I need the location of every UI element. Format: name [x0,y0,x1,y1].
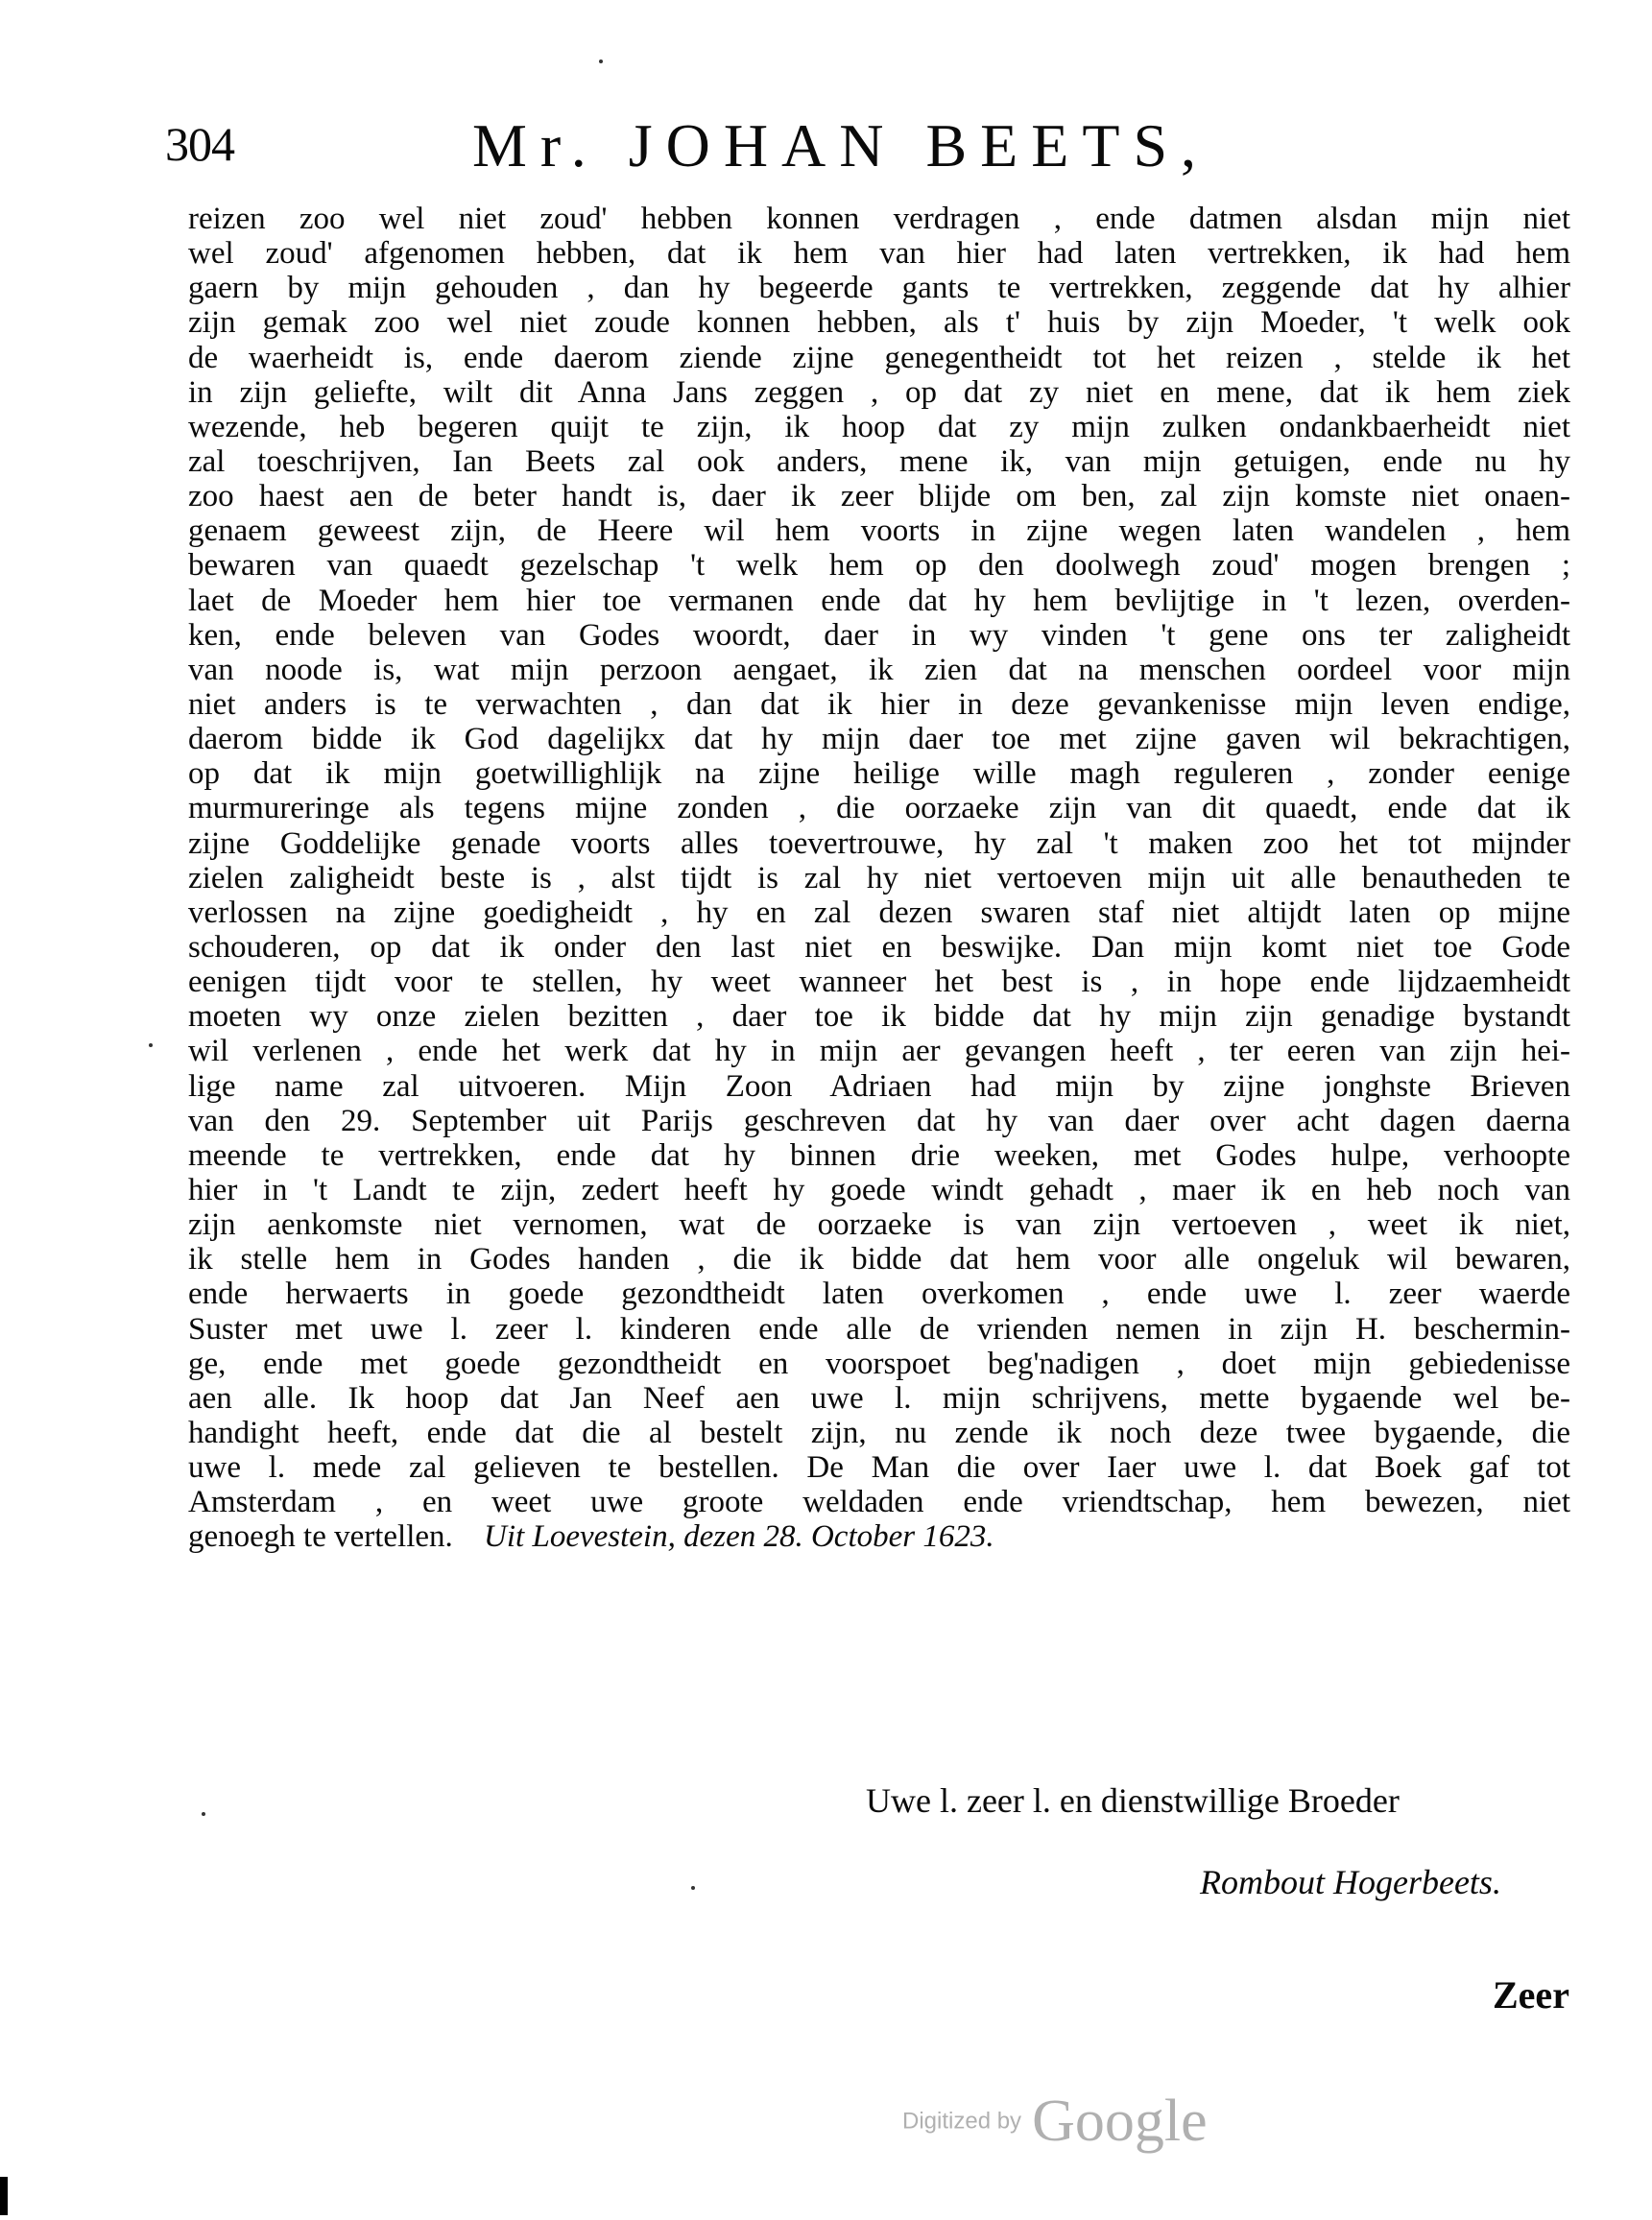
letter-body [188,202,1570,1554]
text-line: meende te vertrekken, ende dat hy binnen drie weeken, met Godes hulpe, verhoopte [188,1137,1570,1173]
text-line: ken, ende beleven van Godes woordt, daer in wy vinden 't gene ons ter zaligheidt [188,617,1570,653]
text-line: laet de Moeder hem hier toe vermanen ende dat hy hem bevlijtige in 't lezen, overden- [188,583,1570,618]
page-edge-mark [0,2177,8,2215]
text-line: bewaren van quaedt gezelschap 't welk hem op den doolwegh zoud' mogen brengen ; [188,548,1570,584]
text-line: zal toeschrijven, Ian Beets zal ook anders, mene ik, van mijn getuigen, ende nu hy [188,443,1570,479]
text-line: zijne Goddelijke genade voorts alles toevertrouwe, hy zal 't maken zoo het tot mijnder [188,825,1570,861]
text-line: niet anders is te verwachten , dan dat ik hier in deze gevankenisse mijn leven endige, [188,686,1570,722]
text-line: ik stelle hem in Godes handen , die ik bidde dat hem voor alle ongeluk wil bewaren, [188,1242,1570,1277]
text-line: Amsterdam , en weet uwe groote weldaden ende vriendtschap, hem bewezen, niet [188,1485,1570,1520]
text-line: van den 29. September uit Parijs geschreven dat hy van daer over acht dagen daerna [188,1103,1570,1138]
digitized-watermark [902,2088,1208,2156]
text-line: genaem geweest zijn, de Heere wil hem voorts in zijne wegen laten wandelen , hem [188,513,1570,549]
ink-speck [599,60,603,63]
watermark-brand: Google [1032,2089,1208,2154]
text-line: wil verlenen , ende het werk dat hy in mijn aer gevangen heeft , ter eeren van zijn hei- [188,1034,1570,1069]
text-line: zijn aenkomste niet vernomen, wat de oorzaeke is van zijn vertoeven , weet ik niet, [188,1207,1570,1243]
text-line: aen alle. Ik hoop dat Jan Neef aen uwe l. mijn schrijvens, mette bygaende wel be- [188,1380,1570,1416]
signature: Rombout Hogerbeets. [1200,1863,1501,1901]
text-line: murmureringe als tegens mijne zonden , die oorzaeke zijn van dit quaedt, ende dat ik [188,791,1570,826]
text-line: moeten wy onze zielen bezitten , daer toe ik bidde dat hy mijn zijn genadige bystandt [188,999,1570,1035]
page-number: 304 [165,117,234,171]
text-line: ende herwaerts in goede gezondtheidt laten overkomen , ende uwe l. zeer waerde [188,1277,1570,1312]
page-header [165,110,1269,197]
text-line: Suster met uwe l. zeer l. kinderen ende alle de vrienden nemen in zijn H. beschermin- [188,1311,1570,1347]
text-line: zijn gemak zoo wel niet zoude konnen hebben, als t' huis by zijn Moeder, 't welk ook [188,305,1570,341]
text-line: gaern by mijn gehouden , dan hy begeerde gants te vertrekken, zeggende dat hy alhier [188,271,1570,306]
closing-salutation: Uwe l. zeer l. en dienstwillige Broeder [866,1781,1400,1820]
text-line: wel zoud' afgenomen hebben, dat ik hem van hier had laten vertrekken, ik had hem [188,236,1570,272]
text-line-final [188,1519,1570,1554]
text-line: op dat ik mijn goetwillighlijk na zijne heilige wille magh reguleren , zonder eenige [188,756,1570,792]
text-line: hier in 't Landt te zijn, zedert heeft hy goede windt gehadt , maer ik en heb noch van [188,1172,1570,1207]
text-line: uwe l. mede zal gelieven te bestellen. De Man die over Iaer uwe l. dat Boek gaf tot [188,1450,1570,1486]
text-line: daerom bidde ik God dagelijkx dat hy mijn daer toe met zijne gaven wil bekrachtigen, [188,722,1570,757]
text-line: eenigen tijdt voor te stellen, hy weet wanneer het best is , in hope ende lijdzaemheidt [188,965,1570,1000]
running-head: Mr. JOHAN BEETS, [472,111,1210,179]
text-line: van noode is, wat mijn perzoon aengaet, ik zien dat na menschen oordeel voor mijn [188,652,1570,687]
ink-speck [691,1886,695,1890]
text-line: verlossen na zijne goedigheidt , hy en zal dezen swaren staf niet altijdt laten op mijne [188,895,1570,930]
text-line: zoo haest aen de beter handt is, daer ik zeer blijde om ben, zal zijn komste niet onaen- [188,479,1570,514]
dateline: Uit Loevestein, dezen 28. October 1623. [484,1519,994,1555]
watermark-prefix: Digitized by [902,2108,1022,2135]
text-line: lige name zal uitvoeren. Mijn Zoon Adriaen had mijn by zijne jonghste Brieven [188,1068,1570,1104]
text-line: schouderen, op dat ik onder den last niet en beswijke. Dan mijn komt niet toe Gode [188,929,1570,965]
catchword: Zeer [1493,1973,1569,2017]
text-line: wezende, heb begeren quijt te zijn, ik hoop dat zy mijn zulken ondankbaerheidt niet [188,409,1570,444]
text-line: reizen zoo wel niet zoud' hebben konnen verdragen , ende datmen alsdan mijn niet [188,202,1570,236]
text-line: zielen zaligheidt beste is , alst tijdt is zal hy niet vertoeven mijn uit alle benautheden te [188,860,1570,895]
ink-speck [202,1812,205,1816]
final-line-text: genoegh te vertellen. [188,1519,453,1555]
text-line: handight heeft, ende dat die al bestelt zijn, nu zende ik noch deze twee bygaende, die [188,1415,1570,1450]
text-line: in zijn geliefte, wilt dit Anna Jans zeggen , op dat zy niet en mene, dat ik hem ziek [188,374,1570,410]
ink-speck [149,1043,153,1047]
text-line: ge, ende met goede gezondtheidt en voorspoet beg'nadigen , doet mijn gebiedenisse [188,1346,1570,1381]
text-line: de waerheidt is, ende daerom ziende zijne genegentheidt tot het reizen , stelde ik het [188,340,1570,375]
